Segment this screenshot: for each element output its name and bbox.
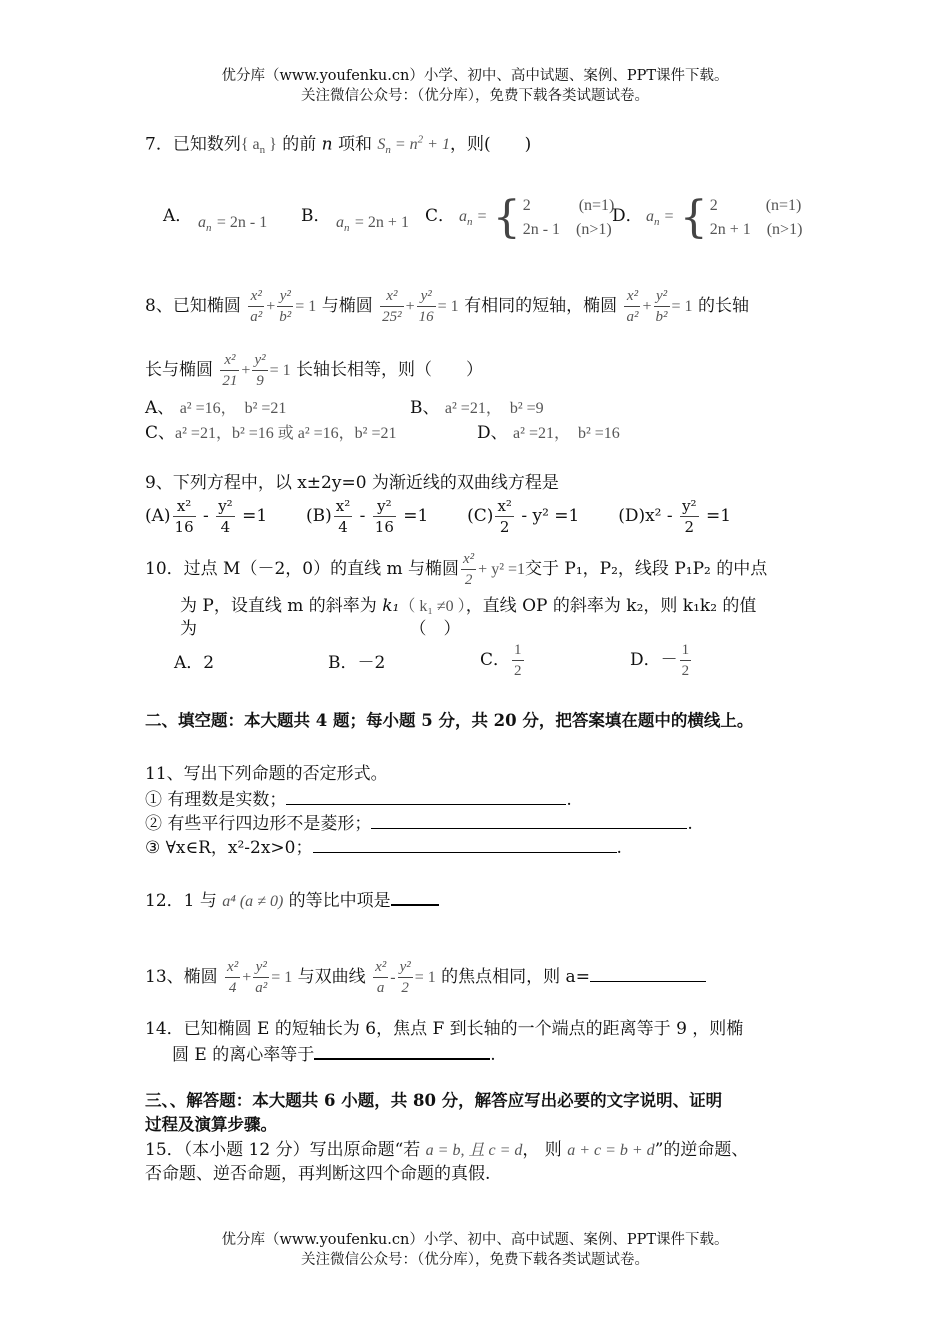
opt-b-frac-x: $\frac{\text{x²}}{4}$	[335, 497, 351, 536]
question-9-stem: 9、下列方程中，以 x±2y=0 为渐近线的双曲线方程是	[145, 473, 559, 493]
ellipse-2-fraction-x: $\frac{\text{x²}}{\text{25²}}$	[382, 288, 402, 325]
ellipse-2-fraction-y: $\frac{\text{y²}}{16}$	[418, 288, 434, 325]
sum-formula: $S_n = n^2 + 1$	[377, 134, 450, 157]
question-10-option-d: D．－ $\frac{1}{2}$	[630, 642, 690, 679]
question-9-options: (A) $\frac{\text{x²}}{16}$ - $\frac{\text{y²}}{4}$ =1 (B) $\frac{\text{x²}}{4}$ - $\frac{\text{y²}}{16}$ =1 (C) $\frac{\text{x²}}{2}$ - y² =1 (D)x² - $\frac{\text{y²}}{2}$ =1	[145, 497, 732, 536]
answer-blank[interactable]	[371, 811, 687, 829]
question-8-option-d: D、 a² =21， b² =16	[477, 423, 620, 443]
question-11-item-3: ③ ∀x∈R，x²-2x>0； .	[145, 835, 622, 860]
question-7-stem: 7．已知数列{ $a_n$ } 的前 n 项和 $S_n = n^2 + 1$，则( )	[145, 134, 532, 157]
section-3-title-line-1: 三、、解答题：本大题共 6 小题，共 80 分，解答应写出必要的文字说明、证明	[145, 1091, 723, 1110]
question-10-line-3: 为 （ ）	[180, 619, 461, 639]
question-9-option-b-label: (B)	[305, 506, 332, 526]
ellipse-3-fraction-x: $\frac{\text{x²}}{21}$	[222, 352, 238, 389]
ellipse-1-repeat-y: $\frac{\text{y²}}{\text{b²}}$	[655, 288, 668, 325]
question-7-option-b-expr: $a_n = 2n + 1$	[336, 214, 409, 235]
question-8-line-2: 长与椭圆 $\frac{\text{x²}}{21}$ + $\frac{\text{y²}}{9}$ = 1 长轴长相等，则（ ）	[145, 352, 484, 389]
hypothesis-expression: a = b, 且 c = d	[425, 1142, 523, 1159]
answer-blank[interactable]	[313, 835, 617, 853]
question-10-line-2: 为 P，设直线 m 的斜率为 k₁（ k₁ ≠0 ），直线 OP 的斜率为 k₂，则 k₁k₂ 的值	[180, 596, 757, 616]
ellipse-fraction: $\frac{\text{x²}}{2}$	[463, 551, 475, 588]
page-header-line-2: 关注微信公众号：（优分库），免费下载各类试题试卷。	[301, 88, 649, 104]
question-10-option-a: A．2	[174, 653, 215, 673]
question-8-option-b: B、 a² =21， b² =9	[410, 398, 544, 418]
question-7-option-a: A．	[163, 206, 193, 226]
question-10-option-c: C． $\frac{1}{2}$	[480, 642, 522, 679]
ellipse-1-repeat-x: $\frac{\text{x²}}{\text{a²}}$	[626, 288, 639, 325]
question-10-line-1: 10．过点 M（－2，0）的直线 m 与椭圆 $\frac{\text{x²}}{2}$ + y² =1交于 P₁，P₂，线段 P₁P₂ 的中点	[145, 551, 768, 588]
opt-a-frac-y: $\frac{\text{y²}}{4}$	[218, 497, 233, 536]
question-11-item-2: ② 有些平行四边形不是菱形； .	[145, 811, 693, 836]
conclusion-expression: a + c = b + d	[567, 1142, 655, 1159]
opt-d-frac-y: $\frac{\text{y²}}{2}$	[682, 497, 697, 536]
section-2-title: 二、填空题：本大题共 4 题；每小题 5 分，共 20 分，把答案填在题中的横线上。	[145, 711, 754, 730]
opt-c-frac-x: $\frac{\text{x²}}{2}$	[497, 497, 512, 536]
ellipse-3-fraction-y: $\frac{\text{y²}}{9}$	[254, 352, 266, 389]
question-14-line-2: 圆 E 的离心率等于 .	[172, 1041, 496, 1067]
opt-a-frac-x: $\frac{\text{x²}}{16}$	[174, 497, 194, 536]
question-11-stem: 11、写出下列命题的否定形式。	[145, 764, 388, 784]
a4-expression: a⁴ (a ≠ 0)	[222, 893, 284, 910]
ellipse-frac-x: $\frac{\text{x²}}{4}$	[227, 959, 239, 996]
page-footer-line-1: 优分库（www.youfenku.cn）小学、初中、高中试题、案例、PPT课件下载。	[221, 1232, 729, 1248]
hyperbola-frac-y: $\frac{\text{y²}}{2}$	[399, 959, 411, 996]
opt-b-frac-y: $\frac{\text{y²}}{16}$	[374, 497, 394, 536]
ellipse-1-fraction-x: $\frac{\text{x²}}{\text{a²}}$	[250, 288, 263, 325]
page-header-line-1: 优分库（www.youfenku.cn）小学、初中、高中试题、案例、PPT课件下载。	[221, 68, 729, 84]
question-15-line-2: 否命题、逆否命题，再判断这四个命题的真假.	[145, 1164, 491, 1184]
ellipse-frac-y: $\frac{\text{y²}}{\text{a²}}$	[255, 959, 268, 996]
question-7-option-c-expr: $a_n$ = { 2 (n=1) 2n - 1 (n>1)	[459, 192, 615, 243]
ellipse-1-fraction-y: $\frac{\text{y²}}{\text{b²}}$	[279, 288, 292, 325]
question-9-option-a-label: (A)	[145, 506, 171, 526]
question-10-option-b: B．－2	[328, 653, 386, 673]
answer-blank[interactable]	[391, 887, 439, 906]
question-7-option-d: D．	[612, 206, 643, 226]
question-8-option-a: A、 a² =16， b² =21	[145, 398, 287, 418]
question-8-line-1: 8、已知椭圆 $\frac{\text{x²}}{\text{a²}}$ + $\frac{\text{y²}}{\text{b²}}$ = 1 与椭圆 $\frac{\text{x²}}{\text{25²}}$ + $\frac{\text{y²}}{16}$ = 1 有相同的短轴，椭圆 $\frac{\text{x²}}{\text{a²}}$ + $\frac{\text{y²}}{\text{b²}}$ = 1 的长轴	[145, 288, 749, 325]
answer-blank[interactable]	[286, 787, 566, 805]
question-7-option-b: B．	[301, 206, 331, 226]
hyperbola-frac-x: $\frac{\text{x²}}{a}$	[375, 959, 387, 996]
answer-blank[interactable]	[314, 1041, 490, 1060]
half-fraction: $\frac{1}{2}$	[514, 642, 522, 679]
page-footer-line-2: 关注微信公众号：（优分库），免费下载各类试题试卷。	[301, 1252, 649, 1268]
sequence-symbol: { $a_n$ }	[240, 136, 277, 157]
question-7-option-d-expr: $a_n$ = { 2 (n=1) 2n + 1 (n>1)	[646, 192, 803, 243]
question-15-line-1: 15．（本小题 12 分）写出原命题“若 a = b, 且 c = d， 则 a + c = b + d”的逆命题、	[145, 1140, 749, 1160]
section-3-title-line-2: 过程及演算步骤。	[145, 1115, 277, 1134]
answer-blank[interactable]	[590, 964, 706, 982]
question-8-option-c: C、a² =21，b² =16 或 a² =16，b² =21	[145, 423, 397, 443]
question-7-option-c: C．	[425, 206, 456, 226]
question-12: 12．1 与 a⁴ (a ≠ 0) 的等比中项是	[145, 887, 439, 914]
half-fraction: $\frac{1}{2}$	[681, 642, 690, 679]
question-9-option-c-label: (C)	[467, 506, 494, 526]
question-7-option-a-expr: $a_n = 2n - 1$	[198, 214, 268, 235]
question-14-line-1: 14．已知椭圆 E 的短轴长为 6，焦点 F 到长轴的一个端点的距离等于 9 ，则椭	[145, 1019, 744, 1039]
question-13: 13、椭圆 $\frac{\text{x²}}{4}$ + $\frac{\text{y²}}{\text{a²}}$ = 1 与双曲线 $\frac{\text{x²}}{a}$ - $\frac{\text{y²}}{2}$ = 1 的焦点相同，则 a=	[145, 957, 706, 998]
question-11-item-1: ① 有理数是实数； .	[145, 787, 572, 812]
question-9-option-d-label: (D)	[618, 506, 646, 526]
